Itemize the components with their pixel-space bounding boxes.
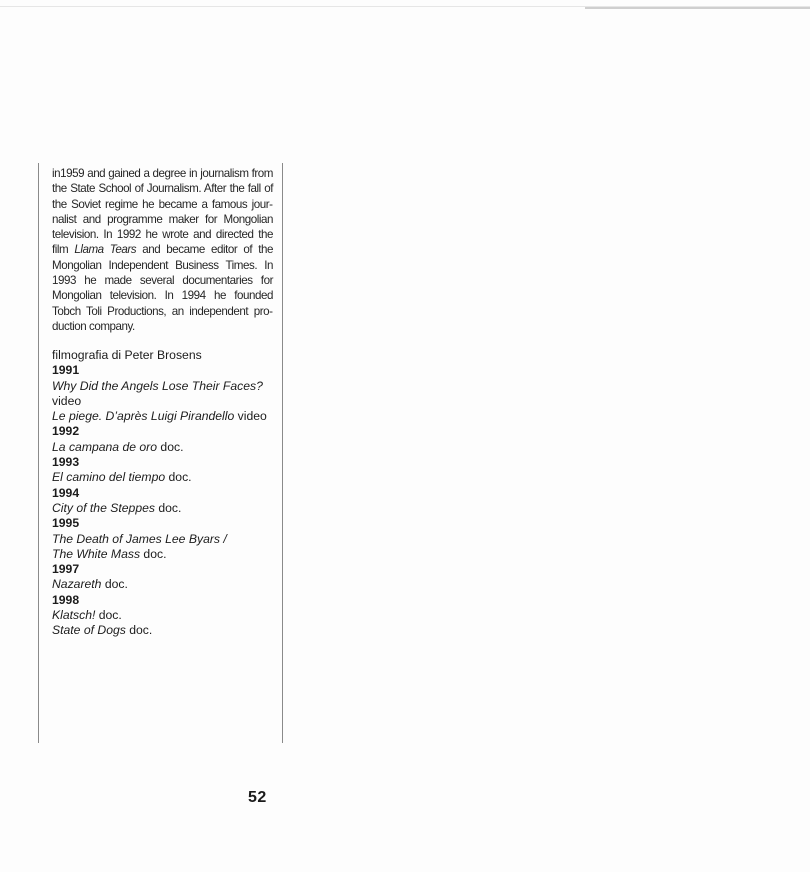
filmography-entry (52, 409, 280, 424)
film-title: La campana de oro (52, 439, 158, 454)
column-right-rule (282, 163, 283, 743)
film-title: Klatsch! (52, 608, 96, 623)
film-type: doc. (157, 439, 184, 454)
biography-paragraph (52, 166, 273, 334)
filmography-entry (52, 547, 280, 562)
filmography-year: 1991 (52, 363, 80, 378)
film-title: Le piege. D’après Luigi Pirandello (52, 409, 235, 424)
film-type: doc. (95, 608, 122, 623)
filmography-entry (52, 470, 280, 485)
film-type: doc. (165, 470, 192, 485)
biography-film-title: Llama Tears (74, 243, 137, 257)
top-right-rule (585, 7, 810, 9)
filmography-heading: filmografia di Peter Brosens (52, 348, 202, 362)
filmography-year: 1993 (52, 455, 80, 470)
column-left-rule (38, 163, 39, 743)
filmography-year: 1994 (52, 485, 80, 500)
biography-text-continued: and became editor of the Mongolian Independent Business Times. In 1993 he made several documentaries for Mongolian television. In 1994 he founded Tobch Toli Productions, an independent production company. (52, 243, 274, 333)
film-type: doc. (101, 577, 128, 592)
filmography-entry (52, 577, 280, 592)
film-type: doc. (125, 623, 153, 638)
filmography-entry (52, 608, 280, 623)
film-title: Nazareth (52, 577, 102, 592)
film-title: El camino del tiempo (52, 470, 166, 485)
filmography-year: 1997 (52, 562, 80, 577)
filmography-year: 1995 (52, 516, 80, 531)
filmography-year: 1992 (52, 424, 80, 439)
biography-text: in1959 and gained a degree in journalism from the State School of Journalism. After the fall of the Soviet regime he became a famous journalist and programme maker for Mongolian television. In 1992 he wrote and directed the film (52, 167, 273, 257)
filmography-entry (52, 440, 280, 455)
filmography-list (52, 348, 280, 639)
film-type: video (234, 409, 267, 424)
film-title: The Death of James Lee Byars / (52, 531, 227, 546)
film-title: The White Mass (52, 546, 141, 561)
filmography-entry (52, 623, 280, 638)
filmography-year: 1998 (52, 592, 80, 607)
filmography-entry (52, 379, 280, 394)
filmography-entry (52, 501, 280, 516)
film-title: Why Did the Angels Lose Their Faces? (52, 378, 263, 393)
film-type: doc. (140, 546, 167, 561)
film-type: doc. (154, 500, 182, 515)
film-title: State of Dogs (52, 623, 126, 638)
filmography-entry (52, 532, 280, 547)
film-type: video (52, 393, 82, 408)
film-title: City of the Steppes (52, 500, 155, 515)
filmography-entry (52, 394, 280, 409)
page-number: 52 (248, 789, 267, 806)
